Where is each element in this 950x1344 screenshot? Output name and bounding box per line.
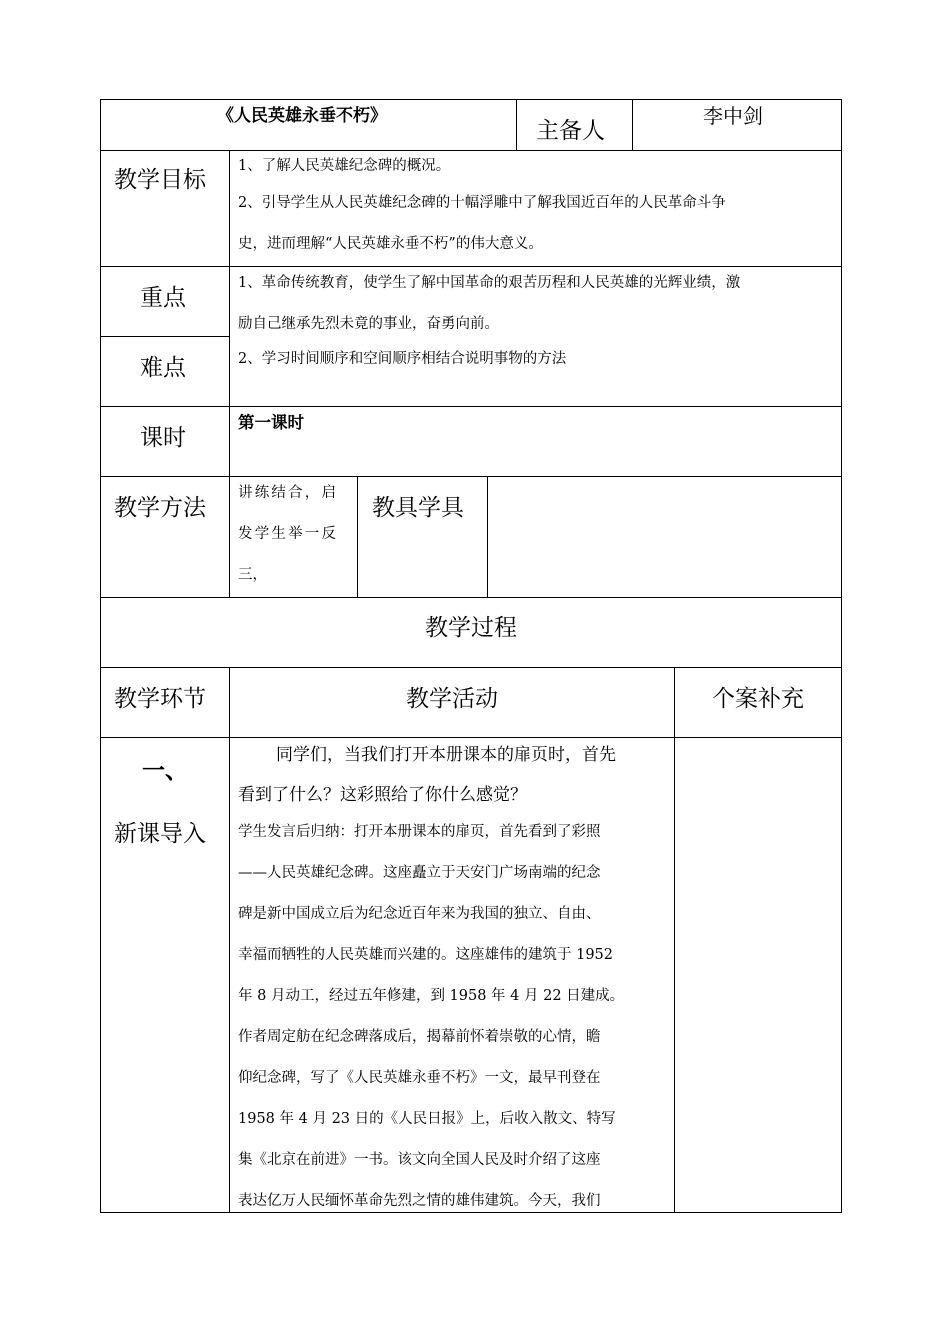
intro-body-line: 学生发言后归纳：打开本册课本的扉页，首先看到了彩照 [238,824,601,840]
column-header-activity: 教学活动 [406,686,498,712]
methods-label: 教学方法 [114,495,206,521]
table-rule [516,99,517,151]
table-rule [841,99,842,1213]
table-rule [100,99,101,1213]
table-rule [100,597,842,598]
intro-body-line: 1958 年 4 月 23 日的《人民日报》上，后收入散文、特写 [238,1111,616,1127]
key-points-label: 重点 [140,285,186,311]
preparer-label: 主备人 [536,118,605,144]
methods-line: 讲练结合，启 [238,485,339,501]
table-rule [100,737,842,738]
preparer-name: 李中剑 [703,104,763,128]
section-name: 新课导入 [114,821,206,847]
table-rule [100,476,842,477]
column-header-stage: 教学环节 [114,686,206,712]
intro-body-line: ——人民英雄纪念碑。这座矗立于天安门广场南端的纪念 [238,865,601,881]
section-number: 一、 [142,758,188,784]
process-title: 教学过程 [425,615,517,641]
table-rule [100,266,842,267]
table-rule [100,667,842,668]
intro-body-line: 碑是新中国成立后为纪念近百年来为我国的独立、自由、 [238,906,601,922]
intro-body-line: 作者周定舫在纪念碑落成后，揭幕前怀着崇敬的心情，瞻 [238,1029,601,1045]
goals-line: 2、引导学生从人民英雄纪念碑的十幅浮雕中了解我国近百年的人民革命斗争 [238,195,726,211]
column-header-supplement: 个案补充 [712,686,804,712]
intro-body-line: 集《北京在前进》一书。该文向全国人民及时介绍了这座 [238,1152,601,1168]
methods-line: 发学生举一反 [238,526,339,542]
lesson-hours-value: 第一课时 [238,413,304,432]
table-rule [100,150,842,151]
goals-label: 教学目标 [114,167,206,193]
lesson-hours-label: 课时 [140,425,186,451]
intro-body-line: 幸福而牺牲的人民英雄而兴建的。这座雄伟的建筑于 1952 [238,947,614,963]
intro-body-line: 表达亿万人民缅怀革命先烈之情的雄伟建筑。今天，我们 [238,1193,601,1209]
table-rule [357,476,358,598]
table-rule [632,99,633,151]
key-points-line: 1、革命传统教育，使学生了解中国革命的艰苦历程和人民英雄的光辉业绩，激 [238,275,741,291]
table-rule [674,667,675,1213]
intro-question-line: 同学们，当我们打开本册课本的扉页时，首先 [276,745,616,765]
goals-line: 史，进而理解“人民英雄永垂不朽”的伟大意义。 [238,236,543,252]
intro-question-line: 看到了什么？这彩照给了你什么感觉？ [238,785,527,805]
table-rule [487,476,488,598]
key-points-line: 励自己继承先烈未竟的事业，奋勇向前。 [238,316,499,332]
lesson-title: 《人民英雄永垂不朽》 [217,106,387,126]
goals-line: 1、了解人民英雄纪念碑的概况。 [238,158,451,174]
intro-body-line: 仰纪念碑，写了《人民英雄永垂不朽》一文，最早刊登在 [238,1070,601,1086]
difficulties-label: 难点 [140,355,186,381]
methods-line: 三， [238,567,267,583]
table-rule [100,406,842,407]
intro-body-line: 年 8 月动工，经过五年修建，到 1958 年 4 月 22 日建成。 [238,988,625,1004]
tools-label: 教具学具 [372,495,464,521]
table-rule [100,336,230,337]
table-rule [229,150,230,598]
difficulties-line: 2、学习时间顺序和空间顺序相结合说明事物的方法 [238,351,567,367]
table-rule [229,667,230,1213]
table-rule [100,1212,842,1213]
